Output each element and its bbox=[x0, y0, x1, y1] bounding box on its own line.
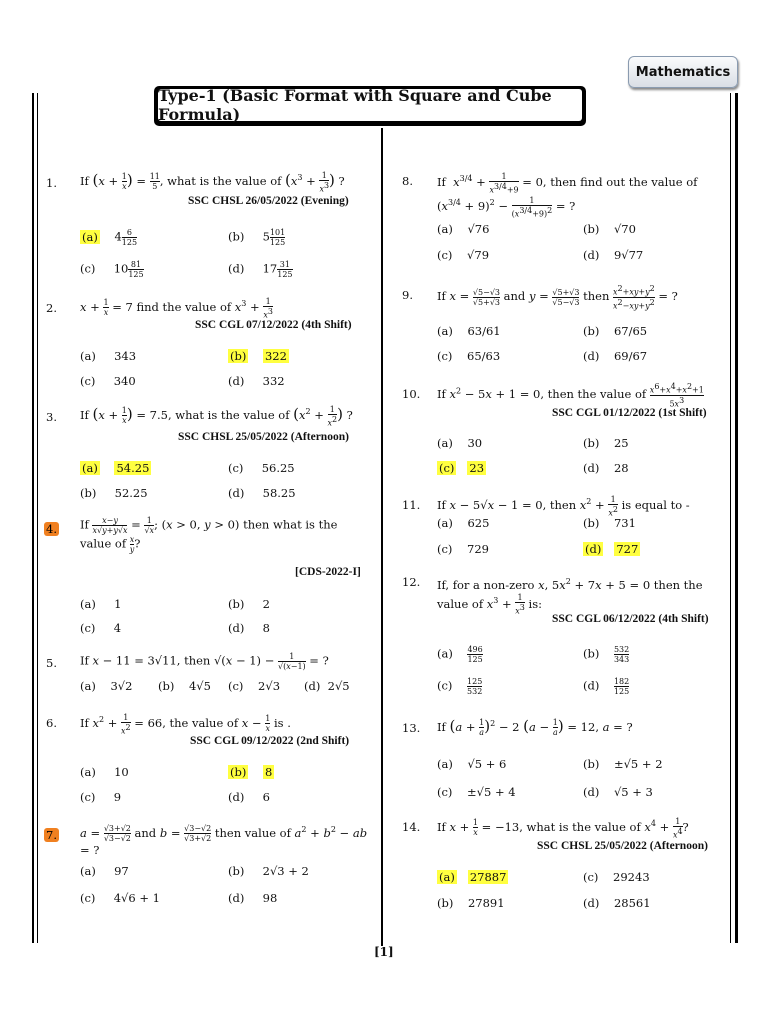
option-value: 58.25 bbox=[262, 486, 296, 500]
question-text: If (x + $\frac{1}{x}$ ) = 7.5, what is the value of ($x^2$ + $\frac{1}{x^2}$ ) ? bbox=[80, 404, 353, 428]
option[interactable]: (a) 97 bbox=[80, 864, 129, 878]
question-number: 1. bbox=[46, 176, 57, 190]
question-number: 3. bbox=[46, 410, 57, 424]
question-number: 9. bbox=[402, 288, 413, 302]
option[interactable]: (b) ±√5 + 2 bbox=[583, 757, 663, 771]
option[interactable]: (c) 340 bbox=[80, 374, 136, 388]
right-border-thick bbox=[735, 93, 738, 943]
option-value: 2√3 + 2 bbox=[262, 864, 309, 878]
right-border-thin bbox=[730, 93, 731, 943]
question-number: 12. bbox=[402, 575, 421, 589]
option[interactable]: (c) √79 bbox=[437, 248, 490, 262]
option-value: 332 bbox=[262, 374, 285, 388]
question-text: If $x^2$ + $\frac{1}{x^2}$ = 66, the value of x − $\frac{1}{x}$ is . bbox=[80, 712, 291, 736]
question-number: 11. bbox=[402, 498, 421, 512]
option[interactable]: (d) 9√77 bbox=[583, 248, 644, 262]
option[interactable]: (d) $\frac{182}{125}$ bbox=[583, 677, 630, 696]
option-value: 6 bbox=[262, 790, 270, 804]
option-value: 97 bbox=[114, 864, 129, 878]
question-text: x + $\frac{1}{x}$ = 7 find the value of $x^3$ + $\frac{1}{x^3}$ bbox=[80, 296, 273, 320]
option-value: 27887 bbox=[469, 870, 507, 884]
question-number: 13. bbox=[402, 721, 421, 735]
option-value: 322 bbox=[264, 349, 287, 363]
option[interactable]: (d) 58.25 bbox=[228, 486, 296, 500]
option[interactable]: (d) 17 $\frac{31}{125}$ bbox=[228, 260, 293, 279]
option-value: 28561 bbox=[613, 896, 651, 910]
option[interactable]: (b) 67/65 bbox=[583, 324, 648, 338]
option-value: 343 bbox=[114, 349, 137, 363]
option[interactable]: (a) 10 bbox=[80, 765, 129, 779]
option-value: 8 bbox=[262, 621, 270, 635]
left-border-thin bbox=[37, 93, 38, 943]
left-border-thick bbox=[32, 93, 34, 943]
question-source: SSC CGL 01/12/2022 (1st Shift) bbox=[552, 407, 707, 419]
question-text: If x − 5√x − 1 = 0, then $x^2$ + $\frac{1}{x^2}$ is equal to - bbox=[437, 494, 690, 518]
option[interactable]: (c) 10 $\frac{81}{125}$ bbox=[80, 260, 144, 279]
option-value: 731 bbox=[613, 516, 636, 530]
option[interactable]: (a) 1 bbox=[80, 597, 122, 611]
option[interactable]: (b) $\frac{532}{343}$ bbox=[583, 645, 630, 664]
option[interactable]: (a) √5 + 6 bbox=[437, 757, 507, 771]
question-source: SSC CGL 06/12/2022 (4th Shift) bbox=[552, 613, 709, 625]
option-value: 4 bbox=[113, 621, 122, 635]
option-value: 65/63 bbox=[467, 349, 501, 363]
option[interactable]: (c) 23 bbox=[439, 461, 485, 475]
option[interactable]: (b) 52.25 bbox=[80, 486, 148, 500]
option-value: 25 bbox=[613, 436, 629, 450]
option-value: 63/61 bbox=[467, 324, 501, 338]
option-value: 54.25 bbox=[116, 461, 150, 475]
column-divider bbox=[381, 128, 383, 946]
question-text: If (a + $\frac{1}{a}$ )$^2$ − 2 (a − $\frac{1}{a}$ ) = 12, a = ? bbox=[437, 716, 633, 738]
question-text: If $\frac{x-y}{x√y+y√x}$ = $\frac{1}{√x}$ ; (x > 0, y > 0) then what is the value of $\frac{x}{y}$ ? bbox=[80, 516, 338, 554]
option-value: 98 bbox=[262, 891, 278, 905]
option[interactable]: (d) 28 bbox=[583, 461, 629, 475]
question-text: a = $\frac{√3+√2}{√3-√2}$ and b = $\frac{√3-√2}{√3+√2}$ then value of $a^2 + b^2$ − ab = ? bbox=[80, 824, 368, 858]
option-value: 28 bbox=[613, 461, 629, 475]
option-value: √5 + 6 bbox=[467, 757, 507, 771]
subject-tab: Mathematics bbox=[628, 56, 738, 88]
option[interactable]: (c) 29243 bbox=[583, 870, 650, 884]
option-value: 8 bbox=[264, 765, 273, 779]
option-value: 69/67 bbox=[613, 349, 648, 363]
page-number: [1] bbox=[374, 945, 394, 959]
option[interactable]: (b) 2 bbox=[228, 597, 270, 611]
question-text: If $x^2 - 5x + 1 = 0$, then the value of $\frac{x^6+x^4+x^2+1}{5x^3}$ bbox=[437, 382, 704, 409]
option[interactable]: (d) 98 bbox=[228, 891, 278, 905]
option[interactable]: (c) $\frac{125}{532}$ bbox=[437, 677, 483, 696]
option[interactable]: (d) 727 bbox=[585, 542, 639, 556]
option-value: ±√5 + 4 bbox=[467, 785, 516, 799]
option[interactable]: (d) 2√5 bbox=[304, 679, 350, 693]
option-value: √76 bbox=[467, 222, 490, 236]
option[interactable]: (d) 332 bbox=[228, 374, 285, 388]
option[interactable]: (b) 25 bbox=[583, 436, 629, 450]
question-source: SSC CHSL 25/05/2022 (Afternoon) bbox=[537, 840, 708, 852]
option[interactable]: (a) 27887 bbox=[439, 870, 507, 884]
option[interactable]: (b) √70 bbox=[583, 222, 636, 236]
option-value: √70 bbox=[613, 222, 636, 236]
question-text: If x = $\frac{√5-√3}{√5+√3}$ and y = $\frac{√5+√3}{√5-√3}$ then $\frac{x^2+xy+y^2}{x^2-xy+y^2}$ = ? bbox=[437, 284, 678, 311]
option-value: 30 bbox=[467, 436, 483, 450]
option[interactable]: (d) 69/67 bbox=[583, 349, 648, 363]
option-value: 729 bbox=[467, 542, 489, 556]
option-value: 10 bbox=[114, 765, 129, 779]
option-value: 9√77 bbox=[613, 248, 644, 262]
option[interactable]: (c) 9 bbox=[80, 790, 122, 804]
option[interactable]: (b) 4√5 bbox=[158, 679, 211, 693]
option[interactable]: (d) 6 bbox=[228, 790, 270, 804]
question-text: If $x^{3/4}$ + $\frac{1}{x^{3/4}+9}$ = 0, then find out the value of $(x^{3/4} + 9)^2$ − $\frac{1}{(x^{3/4}+9)^2}$ = ? bbox=[437, 171, 698, 219]
option-value: 340 bbox=[113, 374, 136, 388]
question-source: SSC CGL 07/12/2022 (4th Shift) bbox=[195, 319, 352, 331]
question-number: 5. bbox=[46, 656, 57, 670]
option[interactable]: (b) 731 bbox=[583, 516, 636, 530]
option[interactable]: (d) 28561 bbox=[583, 896, 651, 910]
title-banner bbox=[154, 86, 586, 126]
option[interactable]: (a) 54.25 bbox=[82, 461, 150, 475]
option[interactable]: (b) 5 $\frac{101}{125}$ bbox=[228, 228, 286, 247]
option[interactable]: (b) 27891 bbox=[437, 896, 505, 910]
option-value: √79 bbox=[467, 248, 490, 262]
option[interactable]: (c) 729 bbox=[437, 542, 489, 556]
option-value: 67/65 bbox=[613, 324, 648, 338]
question-number: 7. bbox=[46, 828, 57, 842]
question-number: 6. bbox=[46, 716, 57, 730]
question-source: [CDS-2022-I] bbox=[295, 566, 361, 578]
option[interactable]: (b) 8 bbox=[230, 765, 273, 779]
question-source: SSC CGL 09/12/2022 (2nd Shift) bbox=[190, 735, 350, 747]
option-value: 2 bbox=[262, 597, 270, 611]
option[interactable]: (b) 322 bbox=[230, 349, 287, 363]
option[interactable]: (a) 343 bbox=[80, 349, 137, 363]
question-text: If x − 11 = 3√11, then √(x − 1) − $\frac{1}{√(x-1)}$ = ? bbox=[80, 652, 329, 671]
option[interactable]: (b) 2√3 + 2 bbox=[228, 864, 309, 878]
option[interactable]: (c) 65/63 bbox=[437, 349, 501, 363]
option[interactable]: (c) 56.25 bbox=[228, 461, 295, 475]
option-value: 727 bbox=[616, 542, 639, 556]
option-value: 4√6 + 1 bbox=[113, 891, 160, 905]
option[interactable]: (d) 8 bbox=[228, 621, 270, 635]
option[interactable]: (a) $\frac{496}{125}$ bbox=[437, 645, 483, 664]
option-value: 2√5 bbox=[327, 679, 350, 693]
option[interactable]: (a) √76 bbox=[437, 222, 490, 236]
question-number: 10. bbox=[402, 387, 421, 401]
question-text: If x + $\frac{1}{x}$ = −13, what is the value of $x^4$ + $\frac{1}{x^4}$ ? bbox=[437, 816, 689, 840]
option-value: 625 bbox=[467, 516, 490, 530]
question-text: If (x + $\frac{1}{x}$ ) = $\frac{11}{5}$ , what is the value of ($x^3$ + $\frac{1}{x^3}$ ) ? bbox=[80, 170, 345, 194]
question-text: If, for a non-zero x, $5x^2 + 7x + 5 = 0$ then the value of $x^3$ + $\frac{1}{x^3}$ is: bbox=[437, 577, 703, 616]
option[interactable]: (c) 4 bbox=[80, 621, 122, 635]
question-source: SSC CHSL 26/05/2022 (Evening) bbox=[188, 195, 349, 207]
option[interactable]: (a) 3√2 bbox=[80, 679, 133, 693]
question-source: SSC CHSL 25/05/2022 (Afternoon) bbox=[178, 431, 349, 443]
option[interactable]: (a) 4 $\frac{6}{125}$ bbox=[82, 228, 138, 247]
option-value: 4√5 bbox=[188, 679, 211, 693]
question-number: 4. bbox=[46, 522, 57, 536]
option[interactable]: (c) ±√5 + 4 bbox=[437, 785, 516, 799]
option-value: 1 bbox=[114, 597, 122, 611]
option-value: 56.25 bbox=[261, 461, 295, 475]
question-number: 2. bbox=[46, 301, 57, 315]
option-value: 27891 bbox=[467, 896, 505, 910]
option[interactable]: (a) 30 bbox=[437, 436, 483, 450]
option-value: 29243 bbox=[613, 870, 650, 884]
option[interactable]: (d) √5 + 3 bbox=[583, 785, 653, 799]
question-number: 14. bbox=[402, 820, 421, 834]
option[interactable]: (c) 2√3 bbox=[228, 679, 281, 693]
option-value: 3√2 bbox=[110, 679, 133, 693]
option-value: 52.25 bbox=[114, 486, 148, 500]
option-value: ±√5 + 2 bbox=[613, 757, 663, 771]
option[interactable]: (c) 4√6 + 1 bbox=[80, 891, 160, 905]
option-value: 2√3 bbox=[258, 679, 281, 693]
option[interactable]: (a) 625 bbox=[437, 516, 490, 530]
option[interactable]: (a) 63/61 bbox=[437, 324, 501, 338]
option-value: √5 + 3 bbox=[613, 785, 653, 799]
page-title: Type-1 (Basic Format with Square and Cube Formula) bbox=[158, 89, 582, 121]
question-number: 8. bbox=[402, 174, 413, 188]
option-value: 9 bbox=[113, 790, 122, 804]
option-value: 23 bbox=[469, 461, 485, 475]
